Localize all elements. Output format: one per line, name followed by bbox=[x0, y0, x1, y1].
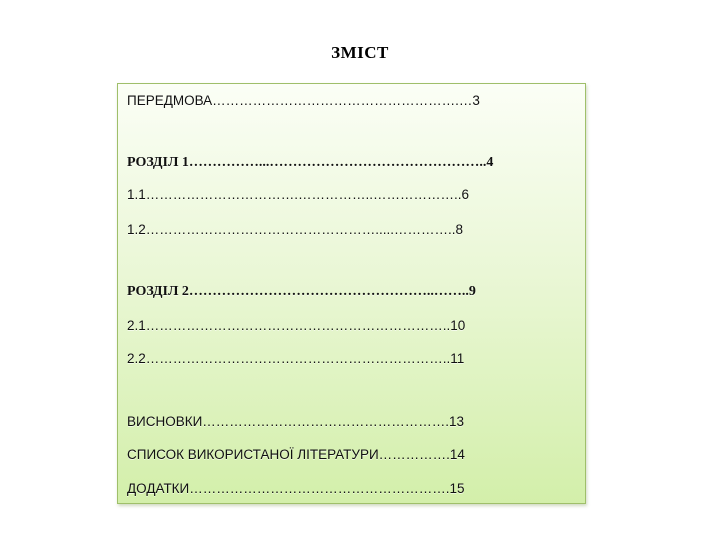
table-of-contents bbox=[117, 83, 586, 504]
toc-entry-section-2-2: 2.2…………………………………………………………..11 bbox=[127, 351, 465, 366]
toc-entry-chapter-2: РОЗДІЛ 2……………………………………………..……..9 bbox=[127, 284, 476, 299]
toc-entry-section-1-1: 1.1…………………………….……………..………………..6 bbox=[127, 187, 470, 202]
toc-entry-section-2-1: 2.1…………………………………………………………..10 bbox=[127, 318, 466, 333]
toc-entry-references: СПИСОК ВИКОРИСТАНОЇ ЛІТЕРАТУРИ…………….14 bbox=[127, 447, 465, 462]
toc-entry-chapter-1: РОЗДІЛ 1……………...………………………………………..4 bbox=[127, 155, 494, 170]
toc-entry-foreword: ПЕРЕДМОВА……………………………………………….…3 bbox=[127, 93, 480, 108]
toc-entry-appendices: ДОДАТКИ………………………………………………….15 bbox=[127, 481, 465, 496]
toc-entry-section-1-2: 1.2…………………………………………….....…………..8 bbox=[127, 222, 464, 237]
toc-entry-conclusions: ВИСНОВКИ……………………………………………….13 bbox=[127, 414, 465, 429]
page-title: ЗМІСТ bbox=[331, 43, 389, 62]
